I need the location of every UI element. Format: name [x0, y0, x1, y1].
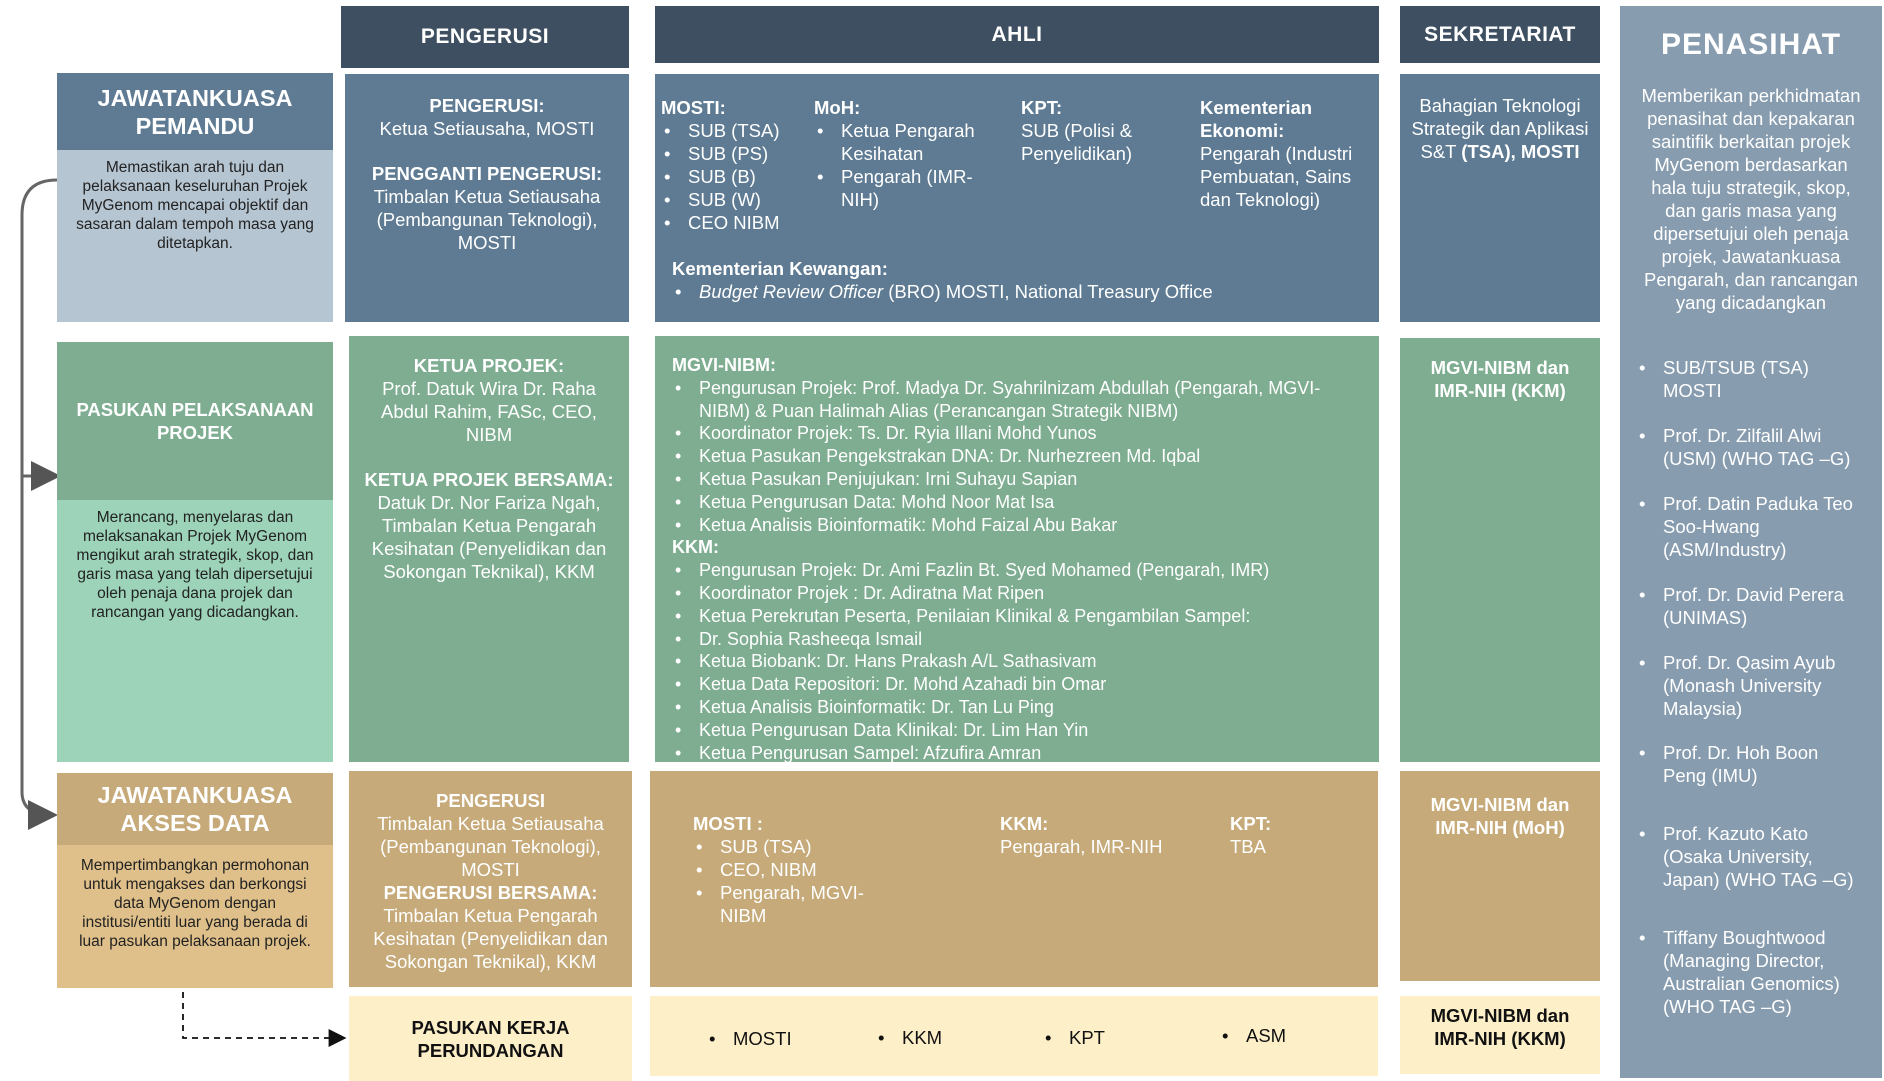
- kewangan-item-italic: Budget Review Officer: [699, 281, 884, 302]
- header-pengerusi-label: PENGERUSI: [420, 25, 550, 48]
- pemandu-pengerusi-box: [345, 74, 629, 322]
- penasihat-member: • Prof. Kazuto Kato (Osaka University, Japan) (WHO TAG –G): [1636, 822, 1866, 926]
- moh-item: • Ketua Pengarah Kesihatan: [814, 119, 994, 165]
- akses-desc-box: [57, 845, 333, 988]
- pemandu-pengerusi-label: PENGERUSI:: [429, 95, 545, 116]
- perundangan-item-text: • MOSTI: [706, 1027, 792, 1050]
- header-pengerusi: [341, 6, 629, 68]
- akses-sekretariat-box: [1400, 771, 1600, 981]
- kkm-item: • Pengurusan Projek: Dr. Ami Fazlin Bt. Syed Mohamed (Pengarah, IMR): [672, 559, 1362, 582]
- perundangan-item-text: • ASM: [1219, 1024, 1286, 1047]
- akses-kpt-value: TBA: [1230, 836, 1266, 857]
- akses-mosti-label: MOSTI :: [693, 813, 763, 834]
- akses-ahli-kkm: [1000, 812, 1200, 858]
- pasukan-sekretariat: MGVI-NIBM dan IMR-NIH (KKM): [1430, 357, 1570, 401]
- moh-item: • Pengarah (IMR-NIH): [814, 165, 994, 211]
- kkm-item: • Ketua Biobank: Dr. Hans Prakash A/L Sathasivam: [672, 650, 1362, 673]
- kewangan-item-rest: (BRO) MOSTI, National Treasury Office: [883, 281, 1213, 302]
- akses-ahli-kpt: [1230, 812, 1350, 858]
- perundangan-sekretariat-box: [1400, 996, 1600, 1074]
- mgvi-label: MGVI-NIBM:: [672, 355, 776, 375]
- akses-mosti-item: • SUB (TSA): [693, 835, 903, 858]
- ketua-bersama-label: KETUA PROJEK BERSAMA:: [364, 469, 614, 490]
- akses-pengerusi-value: Timbalan Ketua Setiausaha (Pembangunan Teknologi), MOSTI: [377, 813, 604, 880]
- akses-pengerusi-box: [349, 771, 632, 987]
- mosti-item: • SUB (TSA): [661, 119, 801, 142]
- pemandu-ahli-moh: [814, 96, 994, 211]
- pemandu-desc: Memastikan arah tuju dan pelaksanaan keseluruhan Projek MyGenom mencapai objektif dan sasaran dalam tempoh masa yang ditetapkan.: [76, 159, 314, 252]
- pemandu-pengganti-label: PENGGANTI PENGERUSI:: [371, 163, 603, 184]
- pemandu-sekretariat-bold: (TSA), MOSTI: [1461, 141, 1580, 162]
- akses-title-box: [57, 773, 333, 845]
- kkm-item: • Ketua Pengurusan Sampel: Afzufira Amran: [672, 742, 1362, 762]
- mosti-item: • CEO NIBM: [661, 211, 801, 234]
- akses-pengerusi-label: PENGERUSI: [436, 790, 545, 811]
- pasukan-title: PASUKAN PELAKSANAAN PROJEK: [76, 399, 314, 443]
- header-ahli-label: AHLI: [991, 22, 1043, 46]
- mgvi-item: • Pengurusan Projek: Prof. Madya Dr. Syahrilnizam Abdullah (Pengarah, MGVI-NIBM) & Puan Halimah Alias (Perancangan Strategik NIBM): [672, 377, 1362, 423]
- pemandu-ahli-kpt: [1021, 96, 1151, 165]
- header-ahli: [655, 6, 1379, 63]
- akses-mosti-item: • Pengarah, MGVI-NIBM: [693, 881, 903, 927]
- kkm-item: • Ketua Data Repositori: Dr. Mohd Azahadi bin Omar: [672, 673, 1362, 696]
- pasukan-ketua-box: [349, 336, 629, 762]
- penasihat-member: • Prof. Datin Paduka Teo Soo-Hwang (ASM/Industry): [1636, 492, 1866, 583]
- kewangan-label: Kementerian Kewangan:: [672, 258, 888, 279]
- kkm-item: • Ketua Analisis Bioinformatik: Dr. Tan Lu Ping: [672, 696, 1362, 719]
- header-sekretariat-label: SEKRETARIAT: [1424, 22, 1576, 46]
- pemandu-ahli-mosti: [661, 96, 801, 234]
- perundangan-sekretariat: MGVI-NIBM dan IMR-NIH (KKM): [1430, 1005, 1570, 1049]
- ekonomi-value: Pengarah (Industri Pembuatan, Sains dan Teknologi): [1200, 143, 1353, 210]
- akses-kpt-label: KPT:: [1230, 813, 1272, 834]
- ketua-bersama-value: Datuk Dr. Nor Fariza Ngah, Timbalan Ketua Pengarah Kesihatan (Penyelidikan dan Sokongan Teknikal), KKM: [371, 492, 607, 582]
- penasihat-panel: [1620, 6, 1882, 1078]
- pemandu-ahli-ekonomi: [1200, 96, 1370, 211]
- dashed-arrow: [183, 992, 343, 1038]
- mgvi-item: • Koordinator Projek: Ts. Dr. Ryia Illani Mohd Yunos: [672, 422, 1362, 445]
- akses-kkm-value: Pengarah, IMR-NIH: [1000, 836, 1163, 857]
- penasihat-desc: Memberikan perkhidmatan penasihat dan kepakaran saintifik berkaitan projek MyGenom berdasarkan hala tuju strategik, skop, dan garis masa yang dipersetujui oleh penaja projek, Jawatankuasa Pengarah, dan rancangan yang dicadangkan: [1641, 85, 1861, 313]
- penasihat-member: • Prof. Dr. Hoh Boon Peng (IMU): [1636, 741, 1866, 822]
- penasihat-member: • Prof. Dr. David Perera (UNIMAS): [1636, 583, 1866, 651]
- perundangan-title: PASUKAN KERJA PERUNDANGAN: [411, 1016, 570, 1061]
- pasukan-ahli-box: [655, 336, 1379, 762]
- header-sekretariat: [1400, 6, 1600, 63]
- perundangan-item-1: [875, 1026, 942, 1049]
- pemandu-title-box: [57, 73, 333, 150]
- perundangan-item-3: [1219, 1024, 1286, 1047]
- penasihat-member: • Prof. Dr. Zilfalil Alwi (USM) (WHO TAG –G): [1636, 424, 1866, 492]
- mgvi-item: • Ketua Pasukan Penjujukan: Irni Suhayu Sapian: [672, 468, 1362, 491]
- akses-mosti-item: • CEO, NIBM: [693, 858, 903, 881]
- pemandu-sekretariat-text: Bahagian Teknologi Strategik dan Aplikasi S&T: [1411, 95, 1589, 162]
- penasihat-members: [1636, 356, 1866, 1018]
- akses-bersama-value: Timbalan Ketua Pengarah Kesihatan (Penyelidikan dan Sokongan Teknikal), KKM: [373, 905, 608, 972]
- moh-label: MoH:: [814, 97, 861, 118]
- akses-bersama-label: PENGERUSI BERSAMA:: [383, 882, 598, 903]
- pemandu-title: JAWATANKUASA PEMANDU: [97, 84, 293, 139]
- akses-title: JAWATANKUASA AKSES DATA: [97, 782, 293, 836]
- pasukan-ahli-list: [672, 354, 1362, 762]
- akses-ahli-box: [650, 771, 1378, 987]
- kkm-item: • Ketua Perekrutan Peserta, Penilaian Klinikal & Pengambilan Sampel:: [672, 605, 1362, 628]
- perundangan-title-box: [349, 996, 632, 1081]
- akses-kkm-label: KKM:: [1000, 813, 1049, 834]
- penasihat-member: • SUB/TSUB (TSA) MOSTI: [1636, 356, 1866, 424]
- pemandu-desc-box: [57, 150, 333, 322]
- kkm-item: • Koordinator Projek : Dr. Adiratna Mat Ripen: [672, 582, 1362, 605]
- mosti-item: • SUB (W): [661, 188, 801, 211]
- penasihat-title: PENASIHAT: [1660, 28, 1842, 61]
- penasihat-member: • Prof. Dr. Qasim Ayub (Monash University Malaysia): [1636, 651, 1866, 741]
- ekonomi-label: Kementerian Ekonomi:: [1200, 97, 1313, 141]
- pemandu-ahli-kewangan: [672, 257, 1372, 303]
- mgvi-item: • Ketua Pasukan Pengekstrakan DNA: Dr. Nurhezreen Md. Iqbal: [672, 445, 1362, 468]
- ketua-projek-label: KETUA PROJEK:: [413, 355, 565, 376]
- perundangan-ahli-box: [650, 996, 1378, 1076]
- pasukan-desc: Merancang, menyelaras dan melaksanakan Projek MyGenom mengikut arah strategik, skop, dan garis masa yang telah dipersetujui oleh penaja dana projek dan rancangan yang dicadangkan.: [76, 509, 314, 621]
- perundangan-item-text: • KKM: [875, 1026, 942, 1049]
- bracket-arrow: [22, 180, 57, 815]
- pasukan-sekretariat-box: [1400, 338, 1600, 762]
- kpt-label: KPT:: [1021, 97, 1063, 118]
- perundangan-item-0: [706, 1027, 792, 1050]
- mgvi-item: • Ketua Analisis Bioinformatik: Mohd Faizal Abu Bakar: [672, 514, 1362, 537]
- perundangan-item-text: • KPT: [1042, 1026, 1105, 1049]
- kkm-item: • Dr. Sophia Rasheeqa Ismail: [672, 628, 1362, 651]
- penasihat-member: • Tiffany Boughtwood (Managing Director, Australian Genomics) (WHO TAG –G): [1636, 926, 1866, 1018]
- kkm-item: • Ketua Pengurusan Data Klinikal: Dr. Lim Han Yin: [672, 719, 1362, 742]
- mosti-item: • SUB (B): [661, 165, 801, 188]
- perundangan-item-2: [1042, 1026, 1105, 1049]
- mgvi-item: • Ketua Pengurusan Data: Mohd Noor Mat Isa: [672, 491, 1362, 514]
- pemandu-sekretariat-box: [1400, 74, 1600, 322]
- pemandu-pengganti-value: Timbalan Ketua Setiausaha (Pembangunan Teknologi), MOSTI: [373, 186, 601, 253]
- akses-ahli-mosti: [693, 812, 903, 927]
- mosti-label: MOSTI:: [661, 97, 726, 118]
- akses-sekretariat: MGVI-NIBM dan IMR-NIH (MoH): [1430, 794, 1570, 838]
- pasukan-title-box: [57, 342, 333, 500]
- pasukan-desc-box: [57, 500, 333, 762]
- kkm-label: KKM:: [672, 537, 719, 558]
- akses-desc: Mempertimbangkan permohonan untuk mengakses dan berkongsi data MyGenom dengan institusi/entiti luar yang berada di luar pasukan pelaksanaan projek.: [79, 857, 311, 950]
- pemandu-pengerusi-value: Ketua Setiausaha, MOSTI: [379, 118, 595, 139]
- kpt-value: SUB (Polisi & Penyelidikan): [1021, 120, 1133, 164]
- ketua-projek-value: Prof. Datuk Wira Dr. Raha Abdul Rahim, FASc, CEO, NIBM: [381, 378, 597, 445]
- mosti-item: • SUB (PS): [661, 142, 801, 165]
- pemandu-ahli-box: [655, 74, 1379, 322]
